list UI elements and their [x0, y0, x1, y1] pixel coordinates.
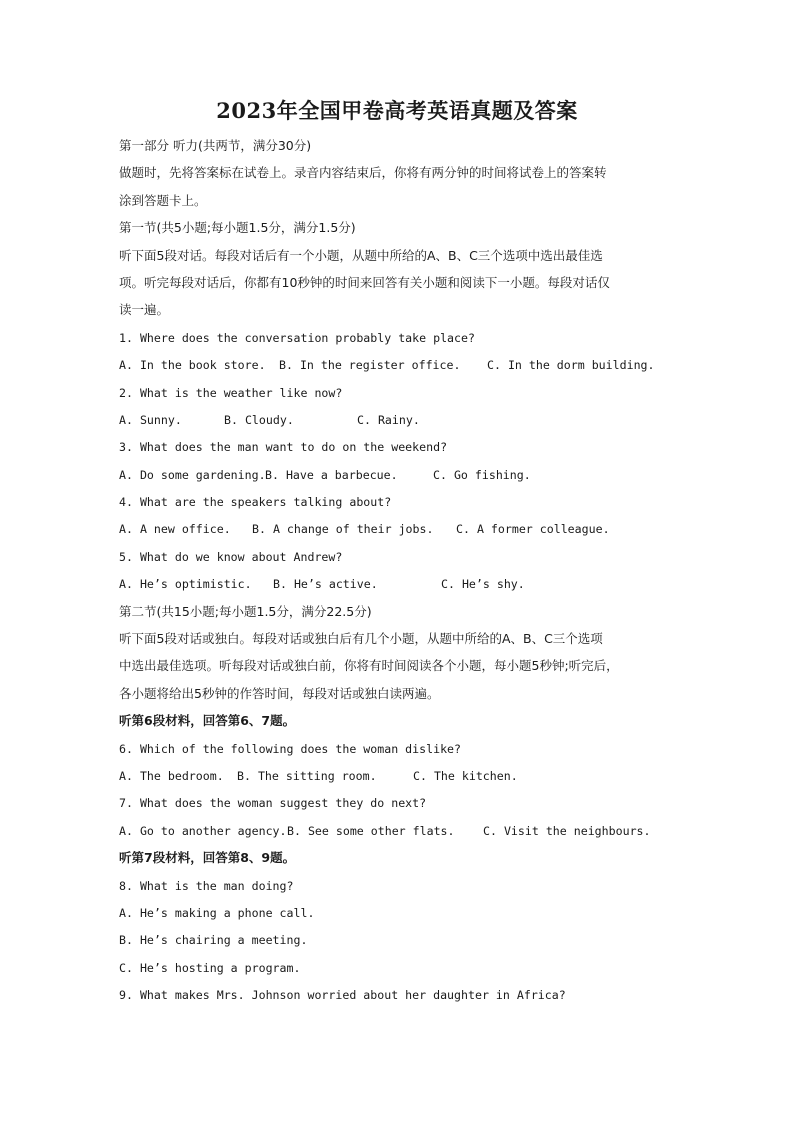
option-a: A. Go to another agency. [119, 823, 287, 838]
options-5 [119, 575, 679, 602]
option-b: B. In the register office. [279, 358, 461, 373]
option-a: A. Do some gardening. [119, 467, 266, 482]
option-b: B. Cloudy. [224, 412, 294, 427]
option-c: C. Go fishing. [433, 467, 531, 482]
option-c: C. The kitchen. [413, 768, 518, 783]
option-a: A. In the book store. [119, 358, 266, 373]
option-a: A. The bedroom. [119, 768, 224, 783]
section2-instruction-line: 听下面5段对话或独白。每段对话或独白后有几个小题，从题中所给的A、B、C三个选项 [119, 631, 603, 647]
option-c: C. He’s hosting a program. [119, 960, 301, 975]
option-a: A. He’s optimistic. [119, 577, 252, 592]
section2-heading: 第二节(共15小题;每小题1.5分，满分22.5分) [119, 603, 372, 619]
material-7-heading: 听第7段材料，回答第8、9题。 [119, 850, 296, 866]
section1-heading: 第一节(共5小题;每小题1.5分，满分1.5分) [119, 220, 356, 236]
question-7: 7. What does the woman suggest they do next? [119, 796, 427, 811]
options-6 [119, 767, 679, 794]
page-title: 2023年全国甲卷高考英语真题及答案 [216, 98, 578, 123]
option-c: C. A former colleague. [456, 522, 610, 537]
question-4: 4. What are the speakers talking about? [119, 495, 392, 510]
option-c: C. Rainy. [357, 412, 420, 427]
option-b: B. He’s chairing a meeting. [119, 933, 308, 948]
option-c: C. In the dorm building. [487, 358, 655, 373]
material-6-heading: 听第6段材料，回答第6、7题。 [119, 713, 296, 729]
options-1 [119, 356, 679, 383]
section1-instruction-line: 项。听完每段对话后，你都有10秒钟的时间来回答有关小题和阅读下一小题。每段对话仅 [119, 274, 610, 290]
question-5: 5. What do we know about Andrew? [119, 549, 343, 564]
option-b: B. See some other flats. [287, 823, 455, 838]
option-c: C. Visit the neighbours. [483, 823, 651, 838]
options-2 [119, 411, 679, 438]
section1-instruction-line: 读一遍。 [119, 302, 170, 318]
question-6: 6. Which of the following does the woman dislike? [119, 741, 462, 756]
option-b: B. The sitting room. [237, 768, 377, 783]
option-a: A. Sunny. [119, 412, 182, 427]
section1-instruction-line: 听下面5段对话。每段对话后有一个小题，从题中所给的A、B、C三个选项中选出最佳选 [119, 247, 603, 263]
option-a: A. A new office. [119, 522, 231, 537]
part1-intro-line: 做题时，先将答案标在试卷上。录音内容结束后，你将有两分钟的时间将试卷上的答案转 [119, 165, 607, 181]
options-7 [119, 822, 679, 849]
options-3 [119, 466, 679, 493]
exam-content [119, 137, 679, 1014]
question-8: 8. What is the man doing? [119, 878, 294, 893]
option-b: B. He’s active. [273, 577, 378, 592]
section2-instruction-line: 中选出最佳选项。听每段对话或独白前，你将有时间阅读各个小题，每小题5秒钟;听完后， [119, 658, 619, 674]
option-b: B. A change of their jobs. [252, 522, 434, 537]
question-9: 9. What makes Mrs. Johnson worried about her daughter in Africa? [119, 988, 566, 1003]
option-a: A. He’s making a phone call. [119, 905, 315, 920]
question-1: 1. Where does the conversation probably take place? [119, 330, 475, 345]
part1-heading: 第一部分 听力(共两节，满分30分) [119, 138, 312, 153]
part1-intro-line: 涂到答题卡上。 [119, 192, 207, 208]
question-2: 2. What is the weather like now? [119, 385, 343, 400]
question-3: 3. What does the man want to do on the weekend? [119, 440, 448, 455]
option-b: B. Have a barbecue. [265, 467, 398, 482]
option-c: C. He’s shy. [441, 577, 525, 592]
options-4 [119, 520, 679, 547]
section2-instruction-line: 各小题将给出5秒钟的作答时间，每段对话或独白读两遍。 [119, 685, 440, 701]
